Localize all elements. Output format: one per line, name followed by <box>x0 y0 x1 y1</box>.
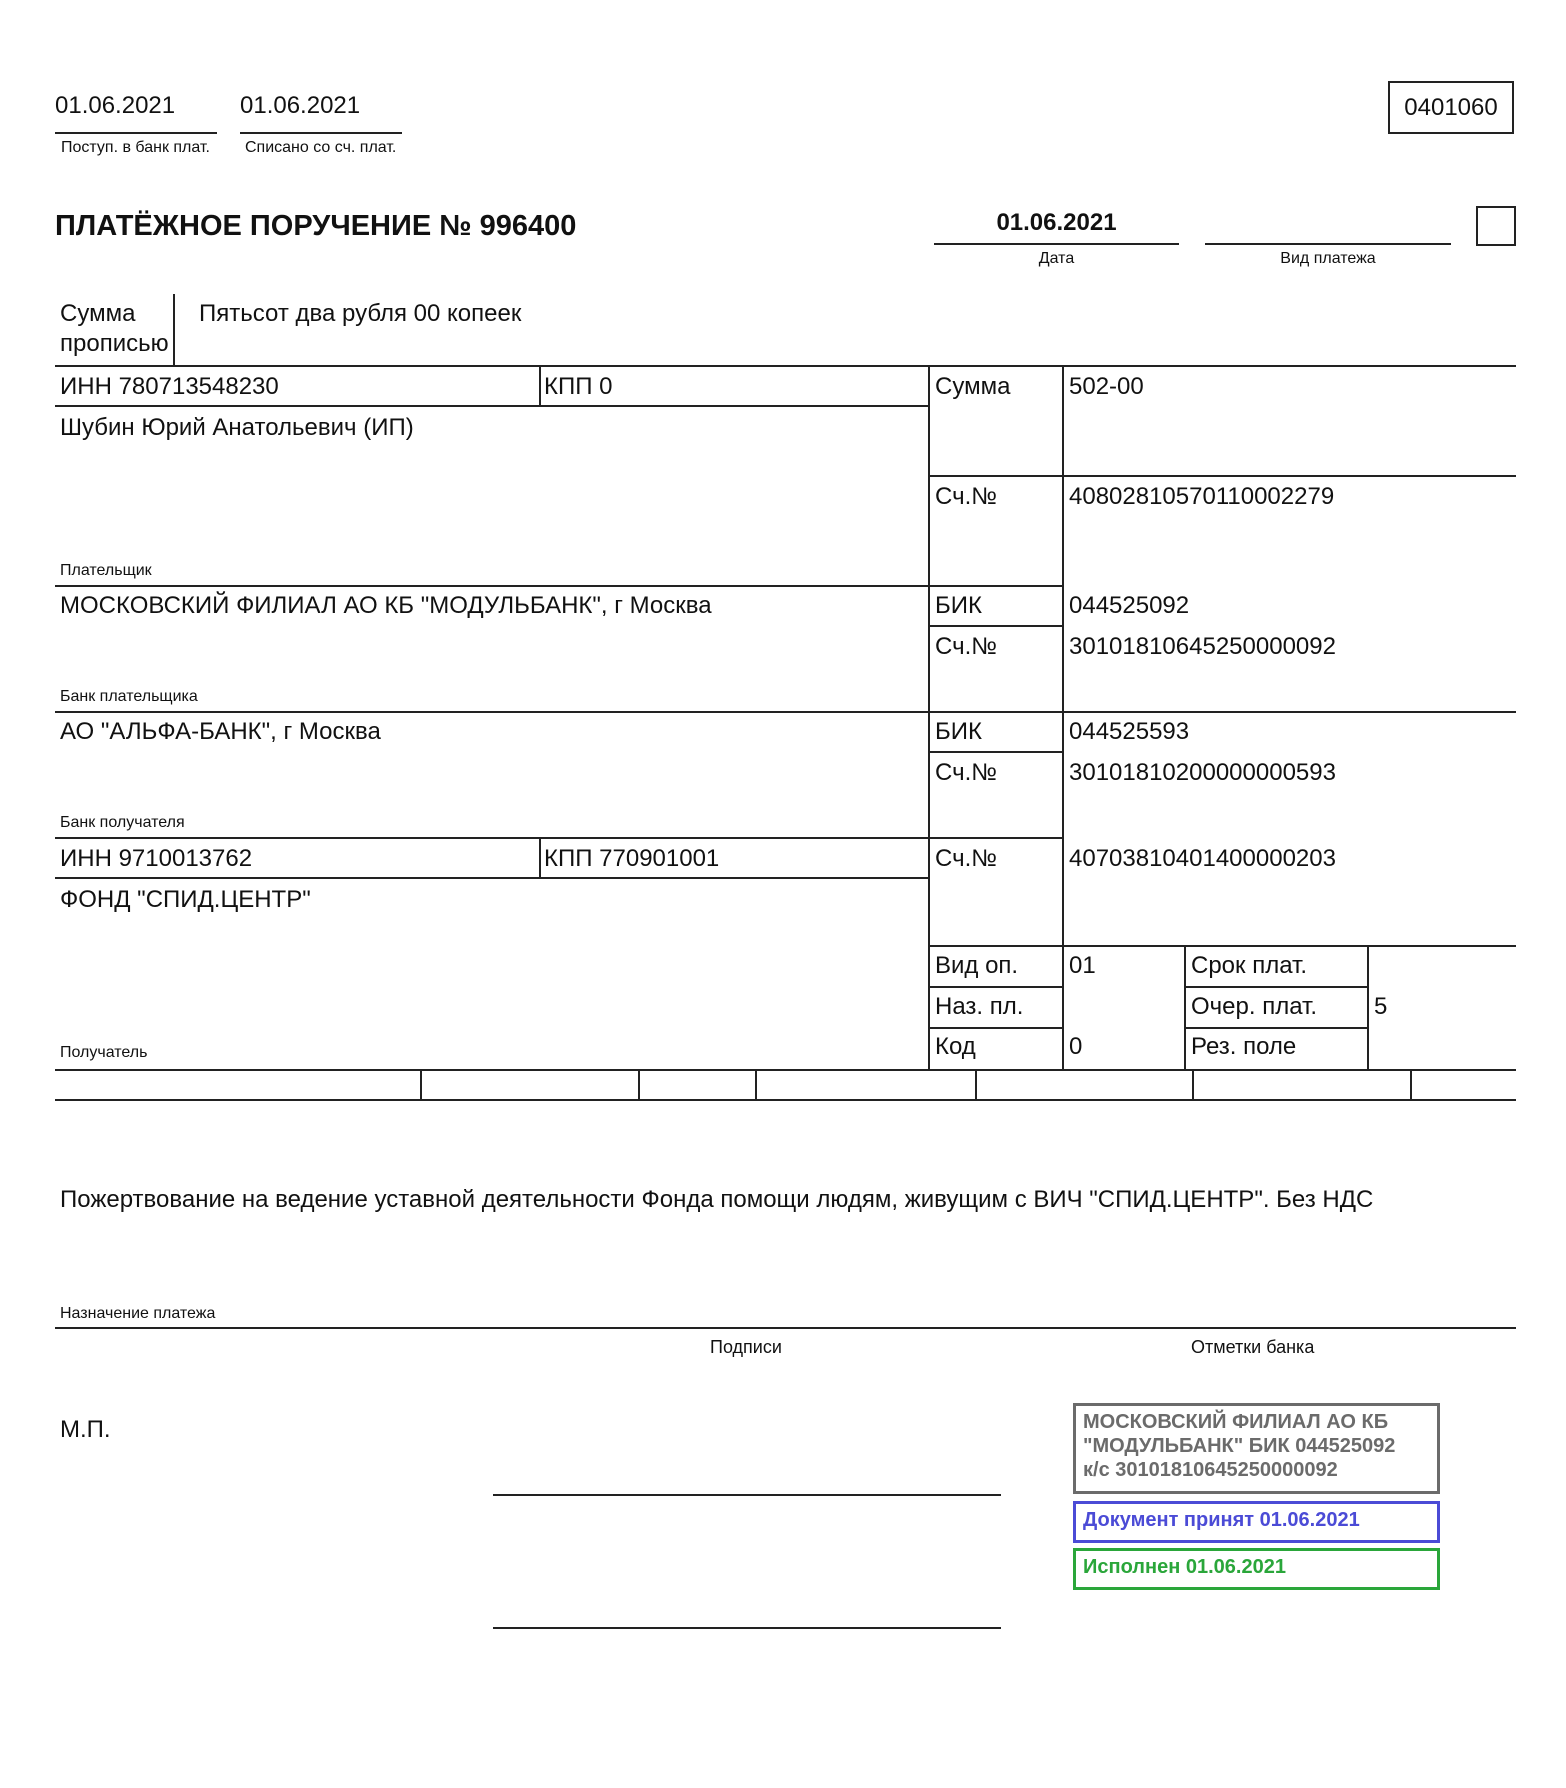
bank-stamp-line3: к/с 30101810645250000092 <box>1083 1459 1338 1481</box>
form-code-box <box>1388 81 1514 134</box>
payer-kpp: КПП 0 <box>544 373 613 400</box>
divider <box>1205 243 1451 245</box>
divider <box>755 1069 757 1099</box>
payer-name: Шубин Юрий Анатольевич (ИП) <box>60 414 414 441</box>
date-debited-value: 01.06.2021 <box>240 92 361 119</box>
amount-words-label-line2: прописью <box>60 330 169 357</box>
divider <box>240 132 402 134</box>
divider <box>55 132 217 134</box>
date-label: Дата <box>1038 250 1075 267</box>
divider <box>928 945 1516 947</box>
bank-stamp-line1: МОСКОВСКИЙ ФИЛИАЛ АО КБ <box>1083 1411 1389 1433</box>
payer-bank-label: Банк плательщика <box>60 688 198 705</box>
form-code: 0401060 <box>1404 94 1498 121</box>
divider <box>1184 945 1186 1069</box>
payer-bank-account-label: Сч.№ <box>935 633 997 660</box>
divider <box>1192 1069 1194 1099</box>
date-debited-label: Списано со сч. плат. <box>245 139 397 156</box>
payment-purpose-text: Пожертвование на ведение уставной деятельности Фонда помощи людям, живущим с ВИЧ "СПИД.ЦЕНТР". Без НДС <box>60 1186 1374 1213</box>
payment-purpose-label: Назначение платежа <box>60 1305 216 1322</box>
divider <box>638 1069 640 1099</box>
document-title: ПЛАТЁЖНОЕ ПОРУЧЕНИЕ № 996400 <box>55 210 577 242</box>
divider <box>1410 1069 1412 1099</box>
divider <box>55 711 1516 713</box>
payee-inn: ИНН 9710013762 <box>60 845 253 872</box>
payer-account-label: Сч.№ <box>935 483 997 510</box>
payee-account-value: 40703810401400000203 <box>1069 845 1336 872</box>
signatures-label: Подписи <box>710 1337 782 1357</box>
reserve-label: Рез. поле <box>1191 1033 1297 1060</box>
divider <box>55 365 1516 367</box>
divider <box>55 1099 1516 1101</box>
payee-account-label: Сч.№ <box>935 845 997 872</box>
payee-label: Получатель <box>60 1044 148 1061</box>
sum-label: Сумма <box>935 373 1011 400</box>
order-label: Очер. плат. <box>1191 993 1318 1020</box>
bank-marks-label: Отметки банка <box>1191 1337 1315 1357</box>
amount-words-label-line1: Сумма <box>60 300 136 327</box>
date-received-label: Поступ. в банк плат. <box>61 139 210 156</box>
signature-line-1 <box>493 1494 1001 1496</box>
payment-type-label: Вид платежа <box>1280 250 1376 267</box>
divider <box>420 1069 422 1099</box>
bank-stamp <box>1073 1403 1440 1494</box>
payer-label: Плательщик <box>60 562 152 579</box>
executed-stamp-text: Исполнен 01.06.2021 <box>1083 1556 1286 1578</box>
divider <box>539 837 541 877</box>
divider <box>928 365 930 1069</box>
signature-line-2 <box>493 1627 1001 1629</box>
divider <box>928 625 1062 627</box>
payee-bank-account-label: Сч.№ <box>935 759 997 786</box>
payee-bank-label: Банк получателя <box>60 814 185 831</box>
code-value: 0 <box>1069 1033 1083 1060</box>
divider <box>55 405 928 407</box>
executed-stamp <box>1073 1548 1440 1590</box>
accepted-stamp <box>1073 1501 1440 1543</box>
divider <box>173 294 175 365</box>
date-received-value: 01.06.2021 <box>55 92 176 119</box>
divider <box>539 365 541 405</box>
divider <box>928 1027 1062 1029</box>
payee-bank-bik-label: БИК <box>935 718 982 745</box>
purpose-type-label: Наз. пл. <box>935 993 1024 1020</box>
payee-bank-bik-value: 044525593 <box>1069 718 1190 745</box>
code-label: Код <box>935 1033 976 1060</box>
divider <box>934 243 1179 245</box>
divider <box>928 986 1062 988</box>
bank-stamp-line2: "МОДУЛЬБАНК" БИК 044525092 <box>1083 1435 1396 1457</box>
accepted-stamp-text: Документ принят 01.06.2021 <box>1083 1509 1360 1531</box>
seal-label: М.П. <box>60 1416 111 1443</box>
payee-name: ФОНД "СПИД.ЦЕНТР" <box>60 886 311 913</box>
op-type-value: 01 <box>1069 952 1096 979</box>
divider <box>1184 986 1367 988</box>
payer-bank-bik-label: БИК <box>935 592 982 619</box>
divider <box>928 751 1062 753</box>
divider <box>928 475 1516 477</box>
payer-account-value: 40802810570110002279 <box>1069 483 1335 510</box>
divider <box>55 877 928 879</box>
sum-value: 502-00 <box>1069 373 1144 400</box>
divider <box>1062 365 1064 1069</box>
order-value: 5 <box>1374 993 1388 1020</box>
divider <box>1184 1027 1367 1029</box>
payer-bank-account-value: 30101810645250000092 <box>1069 633 1336 660</box>
due-label: Срок плат. <box>1191 952 1308 979</box>
payment-priority-box <box>1476 206 1516 246</box>
payer-bank-name: МОСКОВСКИЙ ФИЛИАЛ АО КБ "МОДУЛЬБАНК", г Москва <box>60 592 712 619</box>
op-type-label: Вид оп. <box>935 952 1019 979</box>
payer-bank-bik-value: 044525092 <box>1069 592 1190 619</box>
divider <box>55 1327 1516 1329</box>
payer-inn: ИНН 780713548230 <box>60 373 279 400</box>
payee-kpp: КПП 770901001 <box>544 845 720 872</box>
divider <box>55 1069 1516 1071</box>
divider <box>1367 945 1369 1069</box>
divider <box>55 585 1062 587</box>
divider <box>55 837 1062 839</box>
payee-bank-account-value: 30101810200000000593 <box>1069 759 1336 786</box>
amount-words-value: Пятьсот два рубля 00 копеек <box>199 300 522 327</box>
payee-bank-name: АО "АЛЬФА-БАНК", г Москва <box>60 718 381 745</box>
document-date: 01.06.2021 <box>996 209 1117 236</box>
divider <box>975 1069 977 1099</box>
